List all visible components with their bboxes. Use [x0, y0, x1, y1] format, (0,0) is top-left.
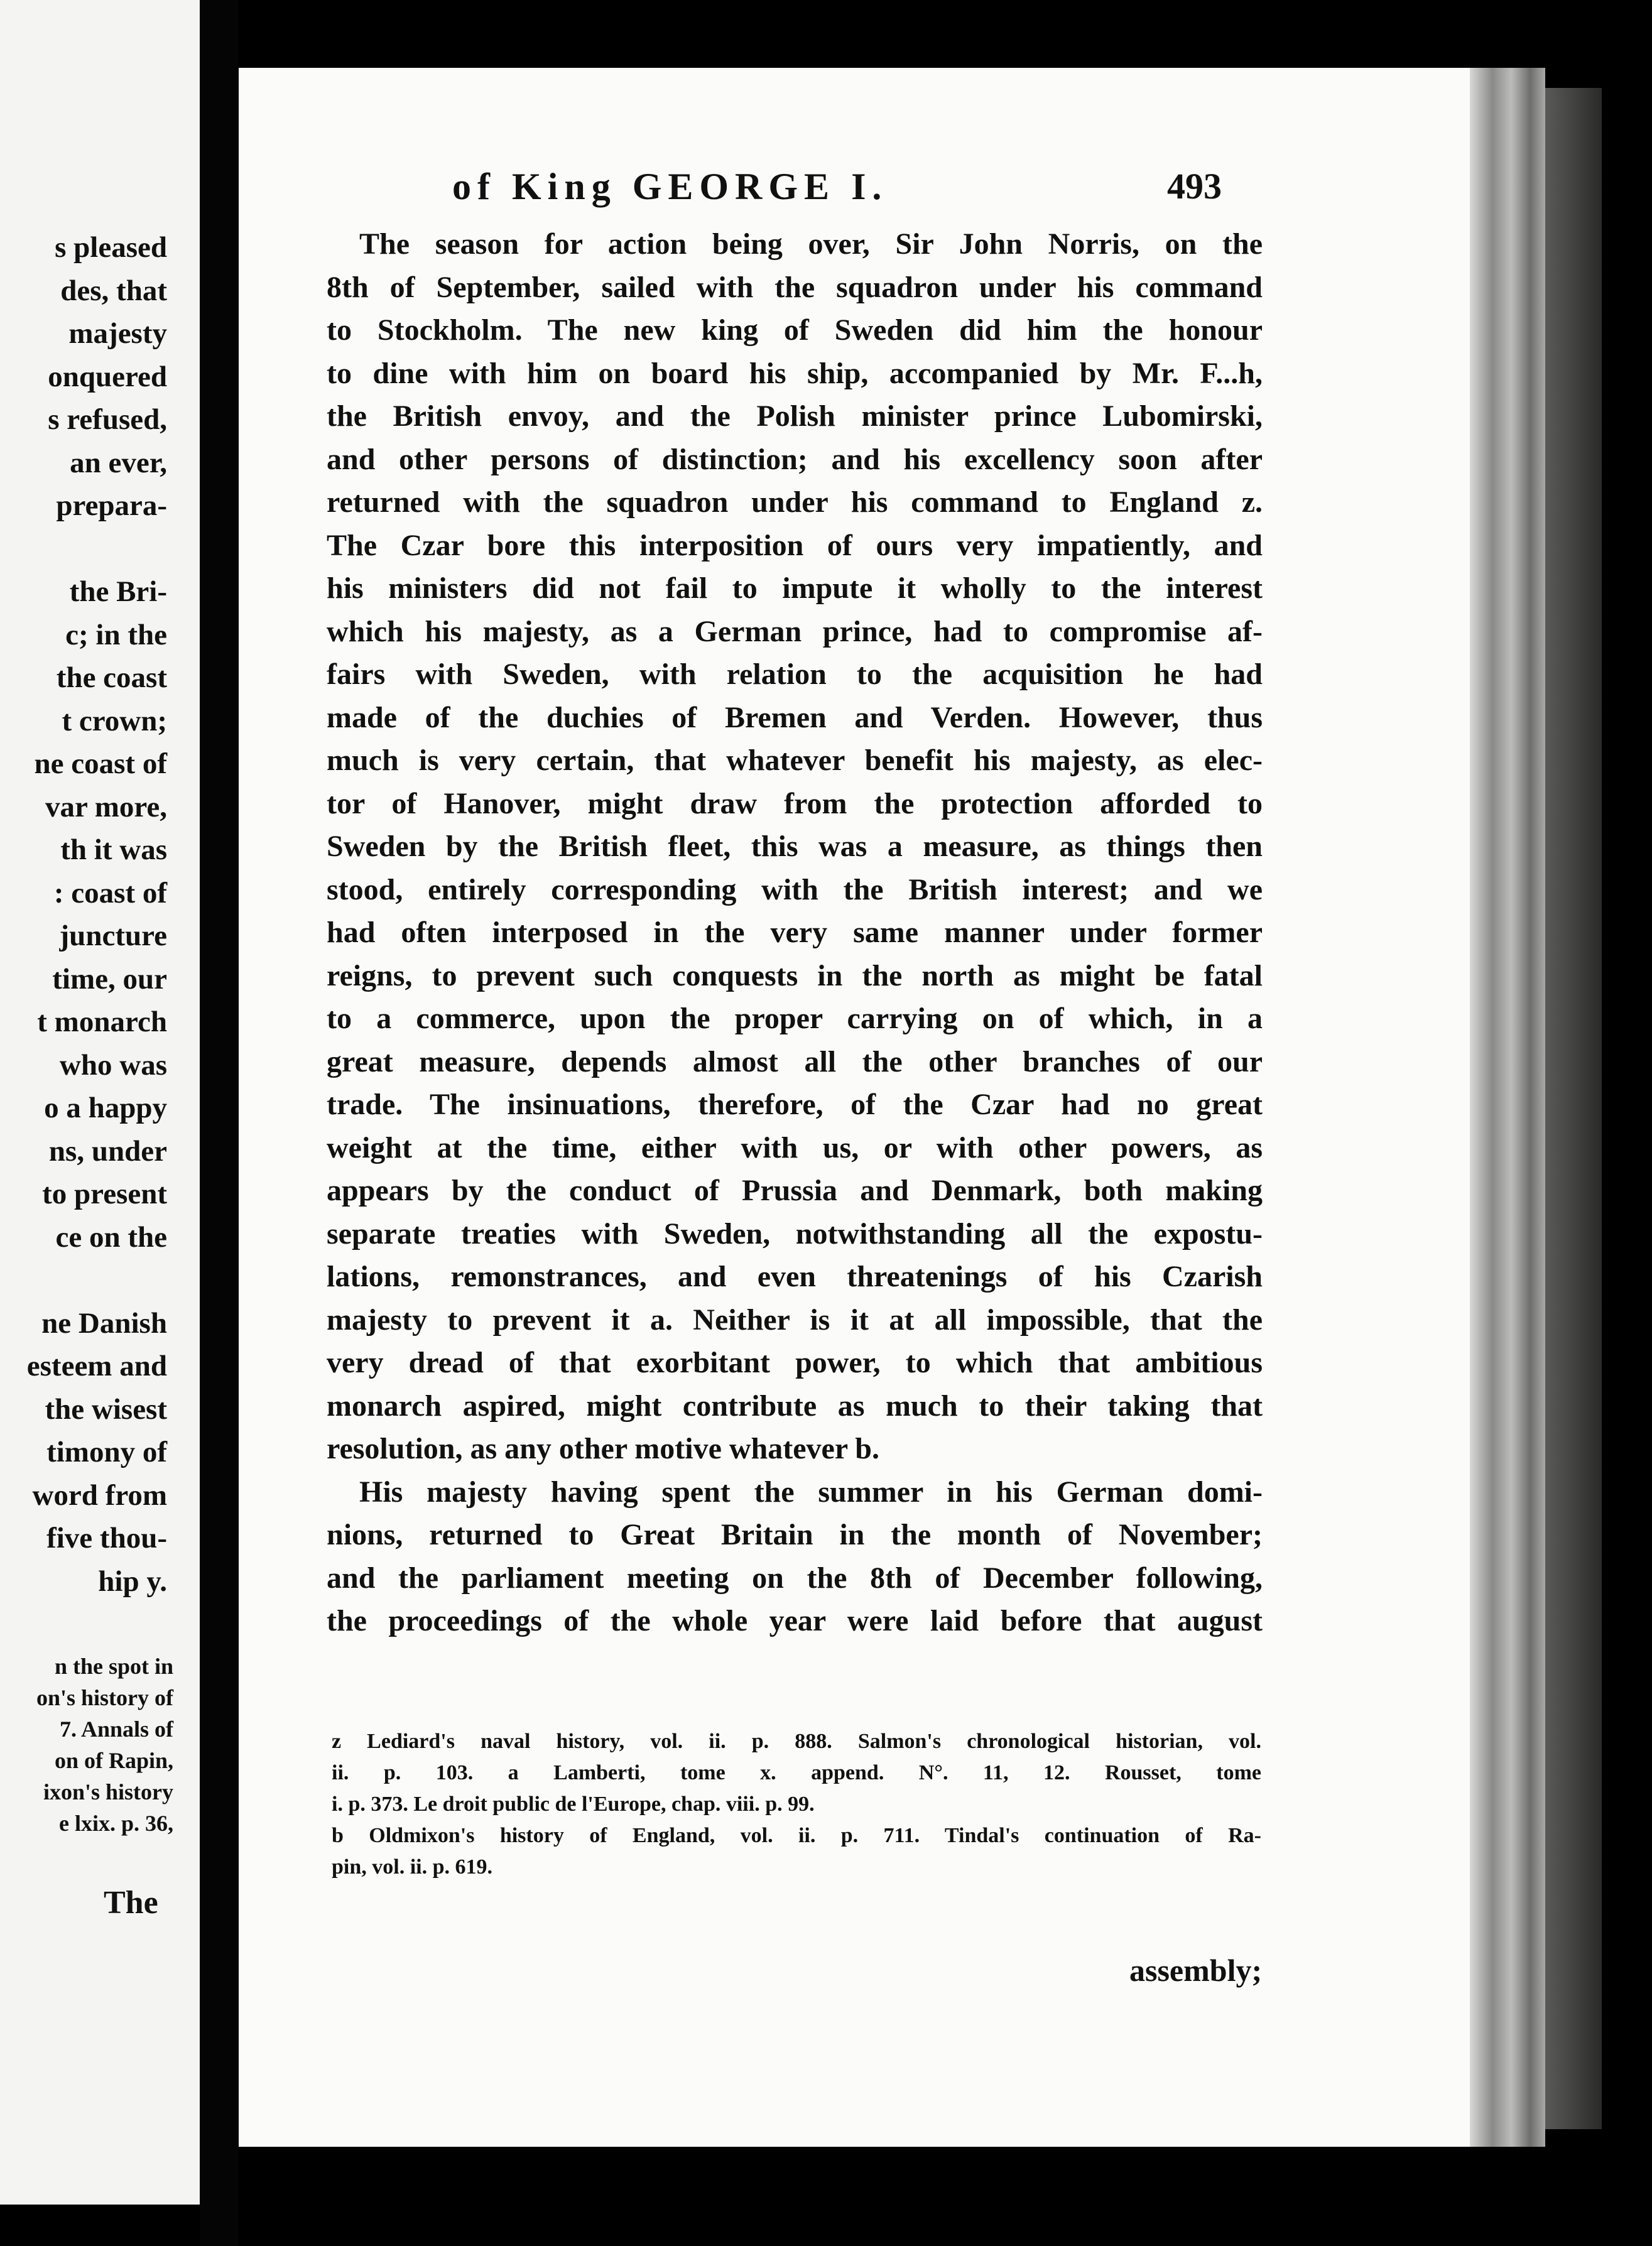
text-line: The season for action being over, Sir John Norris, on the [359, 227, 1263, 261]
facing-page-line: s refused, [48, 403, 167, 436]
facing-page-line: s pleased [55, 231, 167, 264]
page-number: 493 [1167, 166, 1222, 207]
facing-page-line: : coast of [53, 876, 167, 909]
facing-page-line: the wisest [45, 1392, 167, 1426]
text-line: resolution, as any other motive whatever b. [327, 1432, 879, 1465]
facing-page-line: th it was [60, 833, 167, 866]
footnote-line: pin, vol. ii. p. 619. [332, 1855, 493, 1879]
text-line: stood, entirely corresponding with the British interest; and we [327, 872, 1263, 906]
facing-page-line: des, that [60, 274, 167, 307]
footnotes [332, 1726, 1261, 1883]
facing-page-line: word from [32, 1478, 167, 1512]
text-line: to Stockholm. The new king of Sweden did him the honour [327, 313, 1263, 347]
text-line: monarch aspired, might contribute as much to their taking that [327, 1389, 1263, 1423]
text-line: the British envoy, and the Polish minister prince Lubomirski, [327, 399, 1263, 433]
text-line: and the parliament meeting on the 8th of December following, [327, 1561, 1263, 1595]
facing-page-line: juncture [59, 920, 167, 952]
text-line: reigns, to prevent such conquests in the north as might be fatal [327, 958, 1263, 992]
facing-page-note-line: 7. Annals of [59, 1717, 173, 1742]
text-line: His majesty having spent the summer in his German domi- [359, 1475, 1263, 1509]
facing-page-fragment [0, 0, 200, 2205]
paragraph [327, 223, 1263, 1471]
text-line: weight at the time, either with us, or with other powers, as [327, 1131, 1263, 1164]
book-gutter [200, 0, 239, 2246]
facing-page-note-line: ixon's history [43, 1779, 173, 1804]
text-line: appears by the conduct of Prussia and Denmark, both making [327, 1174, 1263, 1207]
facing-page-line: onquered [48, 360, 167, 393]
running-title: of King GEORGE I. [452, 166, 888, 207]
facing-page-catchword: The [104, 1885, 158, 1921]
text-line: majesty to prevent it a. Neither is it at all impossible, that the [327, 1303, 1263, 1337]
text-line: great measure, depends almost all the other branches of our [327, 1044, 1263, 1078]
footnote-line: ii. p. 103. a Lamberti, tome x. append. N°. 11, 12. Rousset, tome [332, 1761, 1261, 1784]
facing-page-note-line: on's history of [36, 1685, 173, 1710]
running-head [239, 165, 1470, 215]
text-line: 8th of September, sailed with the squadron under his command [327, 270, 1263, 304]
footnote-line: i. p. 373. Le droit public de l'Europe, chap. viii. p. 99. [332, 1793, 815, 1816]
facing-page-line: the Bri- [69, 575, 167, 608]
text-line: much is very certain, that whatever benefit his majesty, as elec- [327, 744, 1263, 777]
catchword: assembly; [1129, 1953, 1263, 1988]
paragraph [327, 1471, 1263, 1643]
page-edge [1470, 68, 1545, 2147]
facing-page-line: ne coast of [34, 747, 167, 780]
facing-page-line: ce on the [55, 1220, 167, 1254]
facing-page-line: timony of [46, 1436, 167, 1468]
facing-page-line: c; in the [65, 618, 167, 651]
facing-page-line: var more, [45, 790, 167, 823]
text-line: nions, returned to Great Britain in the month of November; [327, 1518, 1263, 1551]
facing-page-line: esteem and [26, 1350, 167, 1382]
text-line: the proceedings of the whole year were laid before that august [327, 1604, 1263, 1637]
facing-page-text [0, 226, 167, 1603]
facing-page-line: five thou- [46, 1522, 167, 1554]
facing-page-line: prepara- [56, 489, 167, 522]
page-edge-shadow [1545, 88, 1602, 2129]
text-line: The Czar bore this interposition of ours very impatiently, and [327, 528, 1263, 562]
text-line: had often interposed in the very same manner under former [327, 916, 1263, 949]
text-line: trade. The insinuations, therefore, of the Czar had no great [327, 1088, 1263, 1121]
body-text [327, 223, 1263, 1643]
text-line: which his majesty, as a German prince, had to compromise af- [327, 614, 1263, 648]
facing-page-note-line: e lxix. p. 36, [58, 1811, 173, 1836]
book-page [239, 68, 1470, 2147]
facing-page-line [0, 528, 167, 571]
footnote-line: z Lediard's naval history, vol. ii. p. 888. Salmon's chronological historian, vol. [332, 1730, 1261, 1753]
footnote-line: b Oldmixon's history of England, vol. ii. p. 711. Tindal's continuation of Ra- [332, 1824, 1261, 1847]
text-line: Sweden by the British fleet, this was a measure, as things then [327, 830, 1263, 863]
facing-page-line: hip y. [98, 1565, 167, 1598]
facing-page-line: t monarch [37, 1006, 167, 1038]
text-line: returned with the squadron under his command to England z. [327, 486, 1263, 519]
facing-page-line: who was [59, 1048, 167, 1082]
facing-page-line: majesty [68, 317, 167, 350]
facing-page-note-line: on of Rapin, [54, 1748, 173, 1773]
facing-page-line: ne Danish [41, 1306, 167, 1340]
facing-page-line: ns, under [48, 1134, 167, 1168]
text-line: to a commerce, upon the proper carrying on of which, in a [327, 1002, 1263, 1035]
facing-page-line: to present [42, 1178, 167, 1210]
text-line: very dread of that exorbitant power, to which that ambitious [327, 1346, 1263, 1379]
text-line: his ministers did not fail to impute it wholly to the interest [327, 572, 1263, 605]
facing-page-line: the coast [56, 661, 167, 694]
text-line: separate treaties with Sweden, notwithstanding all the expostu- [327, 1217, 1263, 1250]
facing-page-line: t crown; [62, 704, 167, 737]
facing-page-note-line: n the spot in [54, 1654, 173, 1679]
text-line: lations, remonstrances, and even threatenings of his Czarish [327, 1260, 1263, 1293]
facing-page-footnotes [0, 1651, 173, 1839]
text-line: fairs with Sweden, with relation to the acquisition he had [327, 658, 1263, 691]
text-line: and other persons of distinction; and his excellency soon after [327, 442, 1263, 476]
facing-page-line [0, 1259, 167, 1302]
text-line: made of the duchies of Bremen and Verden. However, thus [327, 700, 1263, 734]
facing-page-line: o a happy [44, 1092, 167, 1124]
facing-page-line: an ever, [70, 446, 167, 479]
text-line: to dine with him on board his ship, accompanied by Mr. F...h, [327, 356, 1263, 390]
text-line: tor of Hanover, might draw from the protection afforded to [327, 786, 1263, 820]
facing-page-line: time, our [52, 962, 167, 996]
